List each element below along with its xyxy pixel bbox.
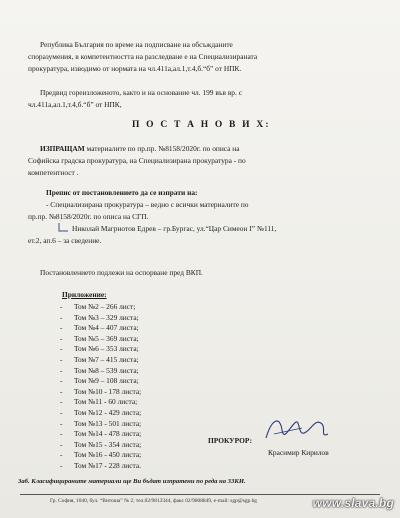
attachment-item <box>60 344 139 353</box>
send-line-2: Софийска градска прокуратура, на Специализирана прокуратура - по <box>28 156 246 165</box>
attachment-text: Том №11 - 60 листа; <box>74 397 138 407</box>
bullet-dash: - <box>60 302 63 311</box>
footer-divider <box>20 494 380 495</box>
send-line-3: компетентност . <box>28 168 79 177</box>
prosecutor-name: Красимир Кирилов <box>268 448 329 457</box>
attachment-item <box>60 323 139 332</box>
bullet-dash: - <box>60 333 63 343</box>
attachments-heading: Приложение: <box>62 290 107 299</box>
attachment-text: Том №15 - 354 листа; <box>74 439 142 449</box>
attachment-item <box>60 376 139 385</box>
copy-heading: Препис от постановлението да се изпрати на: <box>46 188 198 197</box>
decision-heading: П О С Т А Н О В И Х: <box>132 120 271 130</box>
bullet-dash: - <box>60 450 63 460</box>
attachment-text: Том №2 – 266 лист; <box>74 302 136 311</box>
attachment-item <box>60 429 141 438</box>
bullet-dash: - <box>60 323 63 333</box>
attachment-text: Том №12 - 429 листа; <box>74 408 142 417</box>
send-line-1-rest: материалите по пр.пр. №8158/2020г. по описа на <box>84 144 240 153</box>
attachment-item <box>60 355 139 364</box>
attachment-text: Том №5 – 369 листа; <box>74 333 139 343</box>
copy-item-2-line-2: ет.2, ап.6 – за сведение. <box>28 236 102 245</box>
copy-item-2-line-1: Николай Магрнотов Едрев – гр.Бургас, ул.“Цар Симеон I” №111, <box>72 224 277 233</box>
copy-item-1-line-1: - Специализирана прокуратура – ведно с всички материалите по <box>46 200 249 209</box>
intro-line-3: прокуратура, изводимо от нормата на чл.411а,ал.1,т.4,б.“б” от НПК. <box>28 64 242 73</box>
watermark: www.slava.bg <box>312 496 394 510</box>
footnote: Заб. Класифицираните материали ще Ви бъдат изпратени по реда на ЗЗКИ. <box>18 478 246 485</box>
appeal-note: Постановлението подлежи на оспорване пред ВКП. <box>40 268 203 277</box>
attachment-item <box>60 440 141 449</box>
bullet-dash: - <box>60 429 63 439</box>
bullet-dash: - <box>60 418 63 428</box>
bullet-dash: - <box>60 312 63 322</box>
attachment-text: Том №4 – 407 листа; <box>74 323 139 333</box>
attachment-item <box>60 302 135 311</box>
attachment-text: Том №8 – 539 листа; <box>74 365 139 375</box>
address-footer: Гр. София, 1040, бул. “Витоша” № 2, тел.02/9813344, факс 02/9808849, e-mail: sgp@sgp.bg <box>50 498 257 504</box>
attachment-text: Том №9 – 108 листа; <box>74 376 139 386</box>
bullet-dash: - <box>60 397 63 407</box>
attachment-item <box>60 366 139 375</box>
attachment-item <box>60 334 139 343</box>
bullet-dash: - <box>60 386 63 396</box>
attachment-item <box>60 408 141 417</box>
attachment-item <box>60 397 137 406</box>
attachment-text: Том №16 - 450 листа; <box>74 450 142 460</box>
attachment-text: Том №3 – 329 листа; <box>74 312 139 322</box>
attachment-item <box>60 387 141 396</box>
attachment-text: Том №10 - 178 листа; <box>74 386 142 396</box>
handwritten-mark-icon <box>56 222 70 234</box>
prosecutor-label: ПРОКУРОР: <box>208 436 253 445</box>
attachment-item <box>60 419 141 428</box>
bullet-dash: - <box>60 408 63 417</box>
attachment-text: Том №13 - 501 листа; <box>74 418 142 428</box>
intro-line-4: Предвид гореизложеното, както и на основание чл. 199 във вр. с <box>40 88 242 97</box>
attachment-item <box>60 313 139 322</box>
bullet-dash: - <box>60 376 63 386</box>
intro-line-5: чл.411а,ал.1,т.4,б.“б” от НПК, <box>28 100 122 109</box>
send-line-1 <box>40 144 240 153</box>
attachment-item <box>60 450 141 459</box>
attachment-text: Том №7 – 415 листа; <box>74 355 139 364</box>
bullet-dash: - <box>60 344 63 354</box>
bullet-dash: - <box>60 461 63 470</box>
bullet-dash: - <box>60 439 63 449</box>
bullet-dash: - <box>60 355 63 364</box>
send-keyword: ИЗПРАЩАМ <box>40 144 85 153</box>
bullet-dash: - <box>60 365 63 375</box>
attachment-text: Том №17 - 228 листа. <box>74 461 141 470</box>
signature-icon <box>262 408 332 448</box>
intro-line-2: споразумения, в компетентността на разследване е на Специализираната <box>28 52 258 61</box>
attachment-text: Том №14 - 478 листа; <box>74 429 142 439</box>
attachment-text: Том №6 – 353 листа; <box>74 344 139 354</box>
intro-line-1: Република България по време на подписване на обсъжданите <box>40 40 233 49</box>
attachment-item <box>60 461 141 470</box>
copy-item-1-line-2: пр.пр. №8158/2020г. по описа на СГП. <box>28 212 149 221</box>
